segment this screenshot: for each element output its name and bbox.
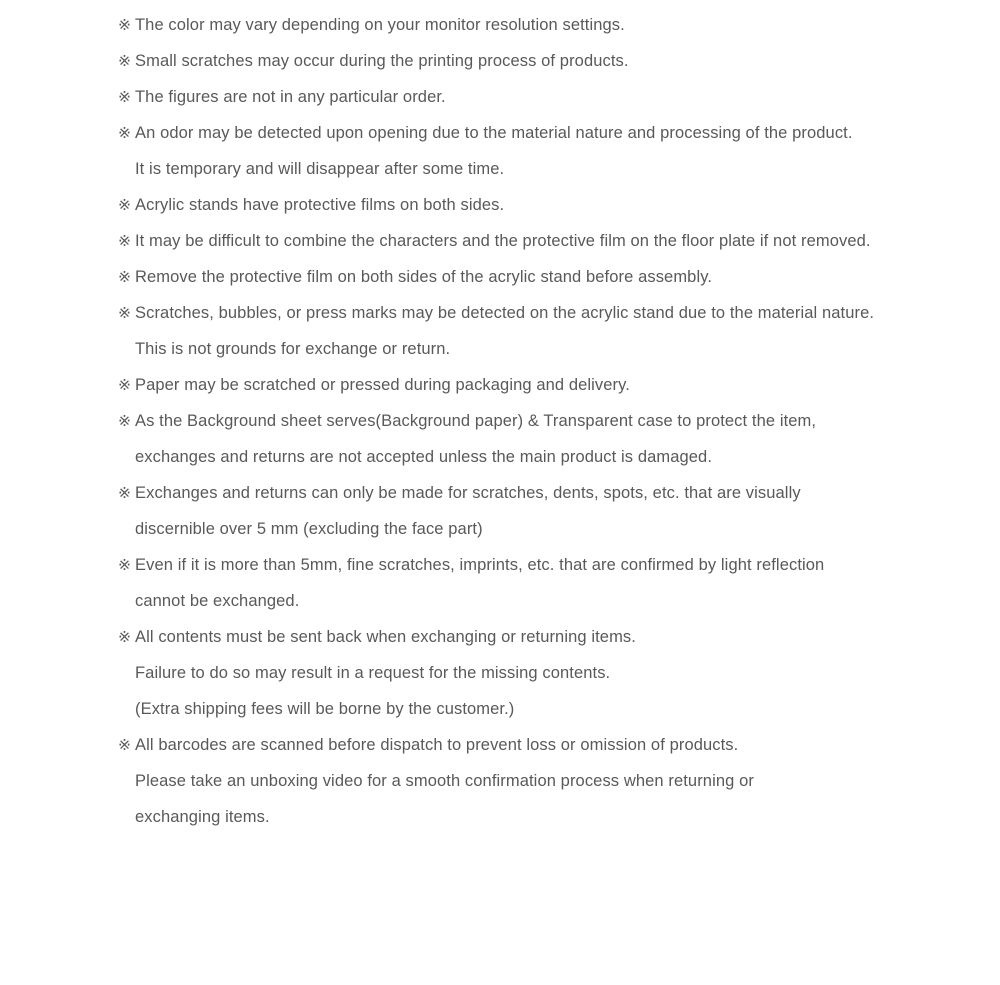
notice-item: [118, 259, 1000, 295]
notice-item-text: The color may vary depending on your monitor resolution settings.: [135, 16, 625, 34]
reference-mark-icon: ※: [118, 556, 132, 574]
notice-item-text: cannot be exchanged.: [135, 592, 300, 610]
reference-mark-icon: ※: [118, 268, 132, 286]
notice-item-text: Even if it is more than 5mm, fine scratches, imprints, etc. that are confirmed by light reflection: [135, 556, 825, 574]
notice-item-text: Exchanges and returns can only be made for scratches, dents, spots, etc. that are visually: [135, 484, 801, 502]
notice-item-continuation: [118, 655, 1000, 691]
notice-item-text: exchanging items.: [135, 808, 270, 826]
reference-mark-icon: ※: [118, 304, 132, 322]
notice-item-text: It is temporary and will disappear after some time.: [135, 160, 505, 178]
notice-item-continuation: [118, 331, 1000, 367]
notice-item-text: Small scratches may occur during the printing process of products.: [135, 52, 629, 70]
reference-mark-icon: ※: [118, 736, 132, 754]
notice-item-text: It may be difficult to combine the characters and the protective film on the floor plate if not removed.: [135, 232, 871, 250]
notice-item-text: (Extra shipping fees will be borne by the customer.): [135, 700, 515, 718]
reference-mark-icon: ※: [118, 124, 132, 142]
notice-item: [118, 79, 1000, 115]
notice-item-text: Scratches, bubbles, or press marks may be detected on the acrylic stand due to the material nature.: [135, 304, 875, 322]
notice-item-text: As the Background sheet serves(Background paper) & Transparent case to protect the item,: [135, 412, 817, 430]
notice-item-text: exchanges and returns are not accepted unless the main product is damaged.: [135, 448, 713, 466]
notice-item-text: Paper may be scratched or pressed during packaging and delivery.: [135, 376, 630, 394]
notice-item-text: Please take an unboxing video for a smooth confirmation process when returning or: [135, 772, 754, 790]
notice-item: [118, 187, 1000, 223]
reference-mark-icon: ※: [118, 412, 132, 430]
reference-mark-icon: ※: [118, 484, 132, 502]
notice-item-text: An odor may be detected upon opening due to the material nature and processing of the product.: [135, 124, 853, 142]
notice-item-continuation: [118, 439, 1000, 475]
notice-item-text: Acrylic stands have protective films on both sides.: [135, 196, 505, 214]
notice-item-continuation: [118, 511, 1000, 547]
notice-item-text: discernible over 5 mm (excluding the face part): [135, 520, 483, 538]
notice-item: [118, 727, 1000, 763]
notice-item-continuation: [118, 691, 1000, 727]
notice-item: [118, 7, 1000, 43]
reference-mark-icon: ※: [118, 376, 132, 394]
notice-item: [118, 475, 1000, 511]
notice-item: [118, 43, 1000, 79]
reference-mark-icon: ※: [118, 196, 132, 214]
notice-item-text: Remove the protective film on both sides of the acrylic stand before assembly.: [135, 268, 713, 286]
reference-mark-icon: ※: [118, 232, 132, 250]
reference-mark-icon: ※: [118, 88, 132, 106]
notice-item-text: All contents must be sent back when exchanging or returning items.: [135, 628, 636, 646]
notice-item: [118, 223, 1000, 259]
notice-item: [118, 403, 1000, 439]
reference-mark-icon: ※: [118, 628, 132, 646]
notice-item-text: The figures are not in any particular order.: [135, 88, 446, 106]
notice-item-continuation: [118, 763, 1000, 799]
notice-item-text: All barcodes are scanned before dispatch to prevent loss or omission of products.: [135, 736, 739, 754]
notice-item: [118, 619, 1000, 655]
notice-item-continuation: [118, 151, 1000, 187]
notice-item-continuation: [118, 799, 1000, 835]
notice-item-text: This is not grounds for exchange or return.: [135, 340, 451, 358]
notice-item: [118, 547, 1000, 583]
notice-item-continuation: [118, 583, 1000, 619]
notice-item: [118, 115, 1000, 151]
notice-item: [118, 367, 1000, 403]
notice-item: [118, 295, 1000, 331]
reference-mark-icon: ※: [118, 16, 132, 34]
notice-item-text: Failure to do so may result in a request for the missing contents.: [135, 664, 611, 682]
reference-mark-icon: ※: [118, 52, 132, 70]
